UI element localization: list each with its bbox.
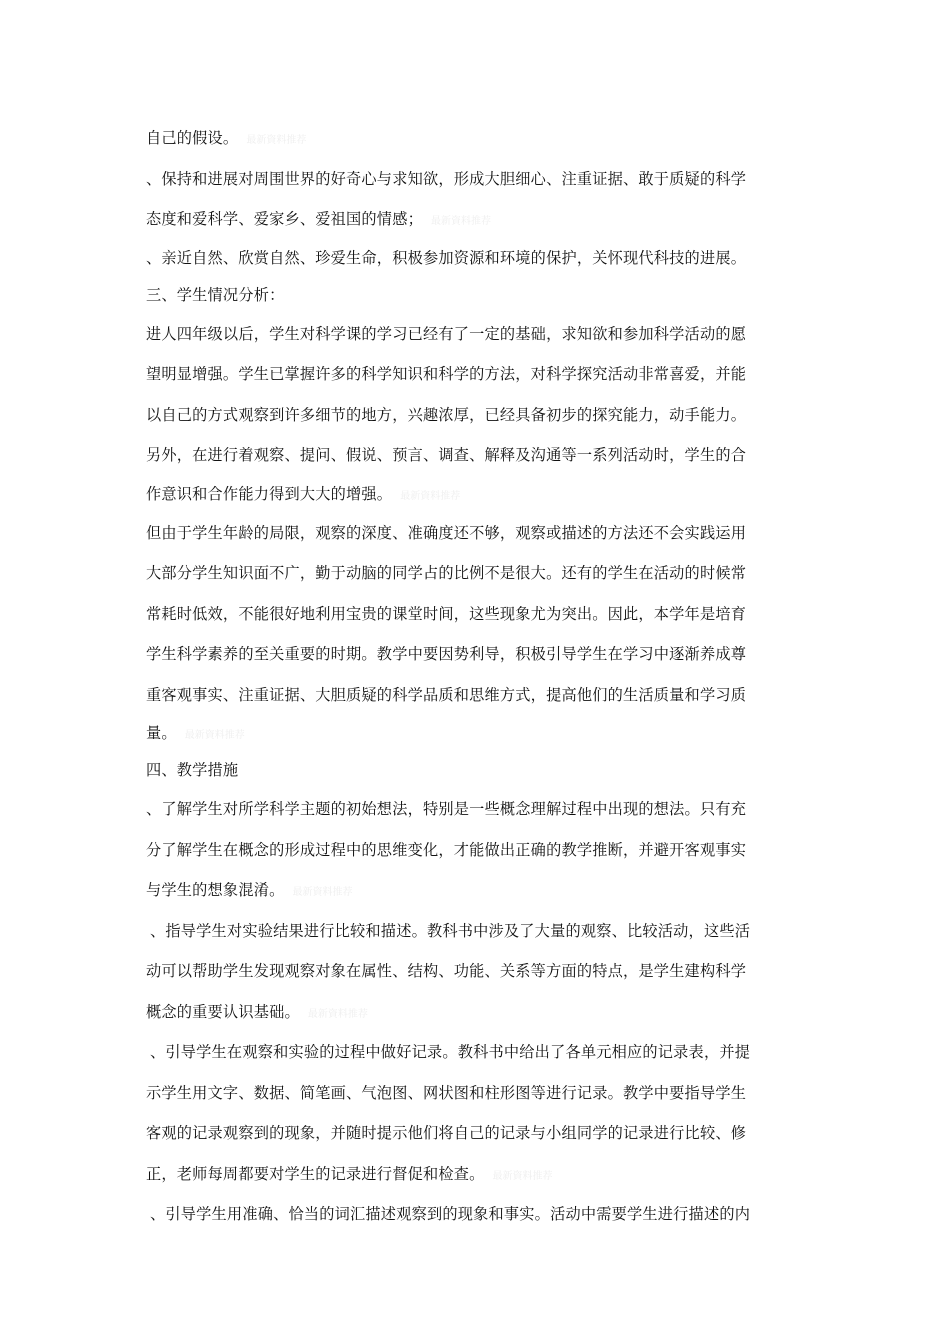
text-line — [146, 911, 812, 952]
text-line — [146, 435, 812, 476]
watermark-text: 最新資料推荐 — [246, 135, 307, 146]
text-line — [146, 789, 812, 830]
text-line — [146, 1194, 812, 1235]
watermark-text: 最新資料推荐 — [184, 730, 245, 741]
line-text: 概念的重要认识基础。 — [146, 1002, 300, 1021]
watermark-text: 最新資料推荐 — [430, 216, 491, 227]
line-text: 自己的假设。 — [146, 129, 239, 147]
line-text: 态度和爱科学、爱家乡、爱祖国的情感； — [146, 210, 423, 228]
text-line — [146, 870, 812, 911]
watermark-text: 最新資料推荐 — [492, 1170, 553, 1182]
section-heading — [146, 277, 812, 314]
line-text: 量。 — [146, 724, 177, 742]
line-text: 望明显增强。学生已掌握许多的科学知识和科学的方法，对科学探究活动非常喜爱，并能 — [146, 365, 747, 383]
text-line — [146, 634, 812, 675]
text-line — [146, 159, 812, 200]
text-line — [146, 199, 812, 240]
line-text: 进人四年级以后，学生对科学课的学习已经有了一定的基础，求知欲和参加科学活动的愿 — [146, 324, 747, 343]
line-text: 常耗时低效，不能很好地利用宝贵的课堂时间，这些现象尤为突出。因此，本学年是培育 — [146, 604, 747, 623]
text-line — [146, 240, 812, 277]
line-text: 、了解学生对所学科学主题的初始想法，特别是一些概念理解过程中出现的想法。只有充 — [146, 800, 747, 818]
line-text: 、指导学生对实验结果进行比较和描述。教科书中涉及了大量的观察、比较活动，这些活 — [150, 921, 751, 940]
line-text: 以自己的方式观察到许多细节的地方，兴趣浓厚，已经具备初步的探究能力，动手能力。 — [146, 405, 747, 424]
line-text: 、保持和进展对周围世界的好奇心与求知欲，形成大胆细心、注重证据、敢于质疑的科学 — [146, 169, 747, 188]
text-line — [146, 118, 812, 159]
text-line — [146, 675, 812, 716]
line-text: 客观的记录观察到的现象，并随时提示他们将自己的记录与小组同学的记录进行比较、修 — [146, 1124, 747, 1142]
line-text: 、引导学生用准确、恰当的词汇描述观察到的现象和事实。活动中需要学生进行描述的内 — [150, 1205, 751, 1223]
text-line — [146, 951, 812, 992]
text-line — [146, 1154, 812, 1195]
line-text: 与学生的想象混淆。 — [146, 881, 285, 899]
text-line — [146, 314, 812, 355]
text-line — [146, 1113, 812, 1154]
line-text: 重客观事实、注重证据、大胆质疑的科学品质和思维方式，提高他们的生活质量和学习质 — [146, 685, 747, 704]
line-text: 学生科学素养的至关重要的时期。教学中要因势利导，积极引导学生在学习中逐渐养成尊 — [146, 645, 747, 663]
text-line — [146, 395, 812, 436]
text-line — [146, 1032, 812, 1073]
watermark-text: 最新資料推荐 — [400, 490, 461, 502]
text-line — [146, 715, 812, 752]
text-line — [146, 1073, 812, 1114]
line-text: 正，老师每周都要对学生的记录进行督促和检查。 — [146, 1164, 485, 1183]
line-text: 示学生用文字、数据、简笔画、气泡图、网状图和柱形图等进行记录。教学中要指导学生 — [146, 1083, 747, 1102]
line-text: 动可以帮助学生发现观察对象在属性、结构、功能、关系等方面的特点，是学生建构科学 — [146, 962, 747, 980]
watermark-text: 最新資料推荐 — [292, 887, 353, 898]
line-text: 、引导学生在观察和实验的过程中做好记录。教科书中给出了各单元相应的记录表，并提 — [150, 1043, 751, 1061]
line-text: 大部分学生知识面不广，勤于动脑的同学占的比例不是很大。还有的学生在活动的时候常 — [146, 564, 747, 582]
line-text: 作意识和合作能力得到大大的增强。 — [146, 484, 393, 503]
text-line — [146, 553, 812, 594]
document-body — [146, 118, 812, 1235]
text-line — [146, 513, 812, 554]
line-text: 、亲近自然、欣赏自然、珍爱生命，积极参加资源和环境的保护，关怀现代科技的进展。 — [146, 248, 747, 267]
text-line — [146, 992, 812, 1033]
section-heading — [146, 752, 812, 789]
text-line — [146, 476, 812, 513]
text-line — [146, 594, 812, 635]
line-text: 另外，在进行着观察、提问、假说、预言、调查、解释及沟通等一系列活动时，学生的合 — [146, 446, 747, 464]
text-line — [146, 354, 812, 395]
line-text: 分了解学生在概念的形成过程中的思维变化，才能做出正确的教学推断，并避开客观事实 — [146, 840, 747, 859]
watermark-text: 最新資料推荐 — [307, 1008, 368, 1020]
text-line — [146, 830, 812, 871]
heading-text: 四、教学措施 — [146, 761, 239, 779]
heading-text: 三、学生情况分析： — [146, 285, 285, 304]
line-text: 但由于学生年龄的局限，观察的深度、准确度还不够，观察或描述的方法还不会实践运用 — [146, 523, 747, 542]
